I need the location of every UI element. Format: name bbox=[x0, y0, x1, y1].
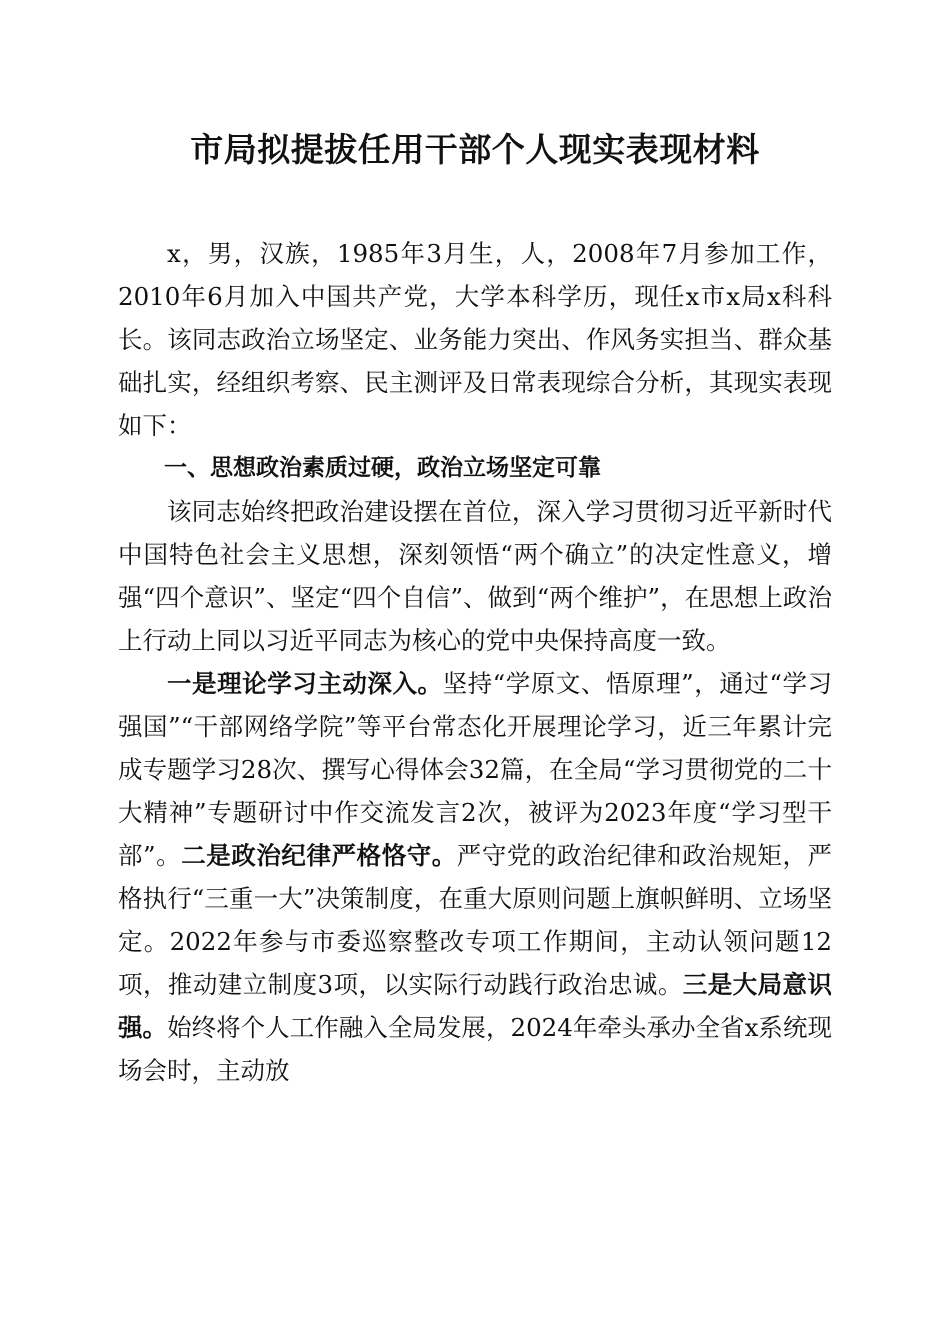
section-heading: 一、思想政治素质过硬，政治立场坚定可靠 bbox=[164, 455, 601, 481]
point-lead-1: 一是理论学习主动深入。 bbox=[167, 669, 443, 698]
point-lead-2: 二是政治纪律严格恪守。 bbox=[181, 841, 457, 870]
document-title: 市局拟提拔任用干部个人现实表现材料 bbox=[190, 130, 760, 169]
point-text-1: 坚持“学原文、悟原理”，通过“学习强国”“干部网络学院”等平台常态化开展理论学习，近三年累计完成专题学习28次、撰写心得体会32篇，在全局“学习贯彻党的二十大精神”专题研讨中作交流发言2次，被评为2023年度“学习型干部”。 bbox=[118, 669, 832, 870]
point-text-2: 严守党的政治纪律和政治规矩，严格执行“三重一大”决策制度，在重大原则问题上旗帜鲜明、立场坚定。2022年参与市委巡察整改专项工作期间，主动认领问题12项，推动建立制度3项，以实际行动践行政治忠诚。 bbox=[118, 841, 832, 999]
point-text-3: 始终将个人工作融入全局发展，2024年牵头承办全省x系统现场会时，主动放 bbox=[118, 1013, 832, 1085]
point-lead-3: 三是大局意识强。 bbox=[118, 970, 832, 1042]
intro-paragraph: x，男，汉族，1985年3月生，人，2008年7月参加工作，2010年6月加入中国共产党，大学本科学历，现任x市x局x科科长。该同志政治立场坚定、业务能力突出、作风务实担当、群众基础扎实，经组织考察、民主测评及日常表现综合分析，其现实表现如下： bbox=[118, 239, 832, 440]
detail-paragraph bbox=[118, 662, 832, 1092]
section-paragraph: 该同志始终把政治建设摆在首位，深入学习贯彻习近平新时代中国特色社会主义思想，深刻领悟“两个确立”的决定性意义，增强“四个意识”、坚定“四个自信”、做到“两个维护”，在思想上政治上行动上同以习近平同志为核心的党中央保持高度一致。 bbox=[118, 497, 832, 655]
document-body bbox=[118, 232, 832, 1092]
